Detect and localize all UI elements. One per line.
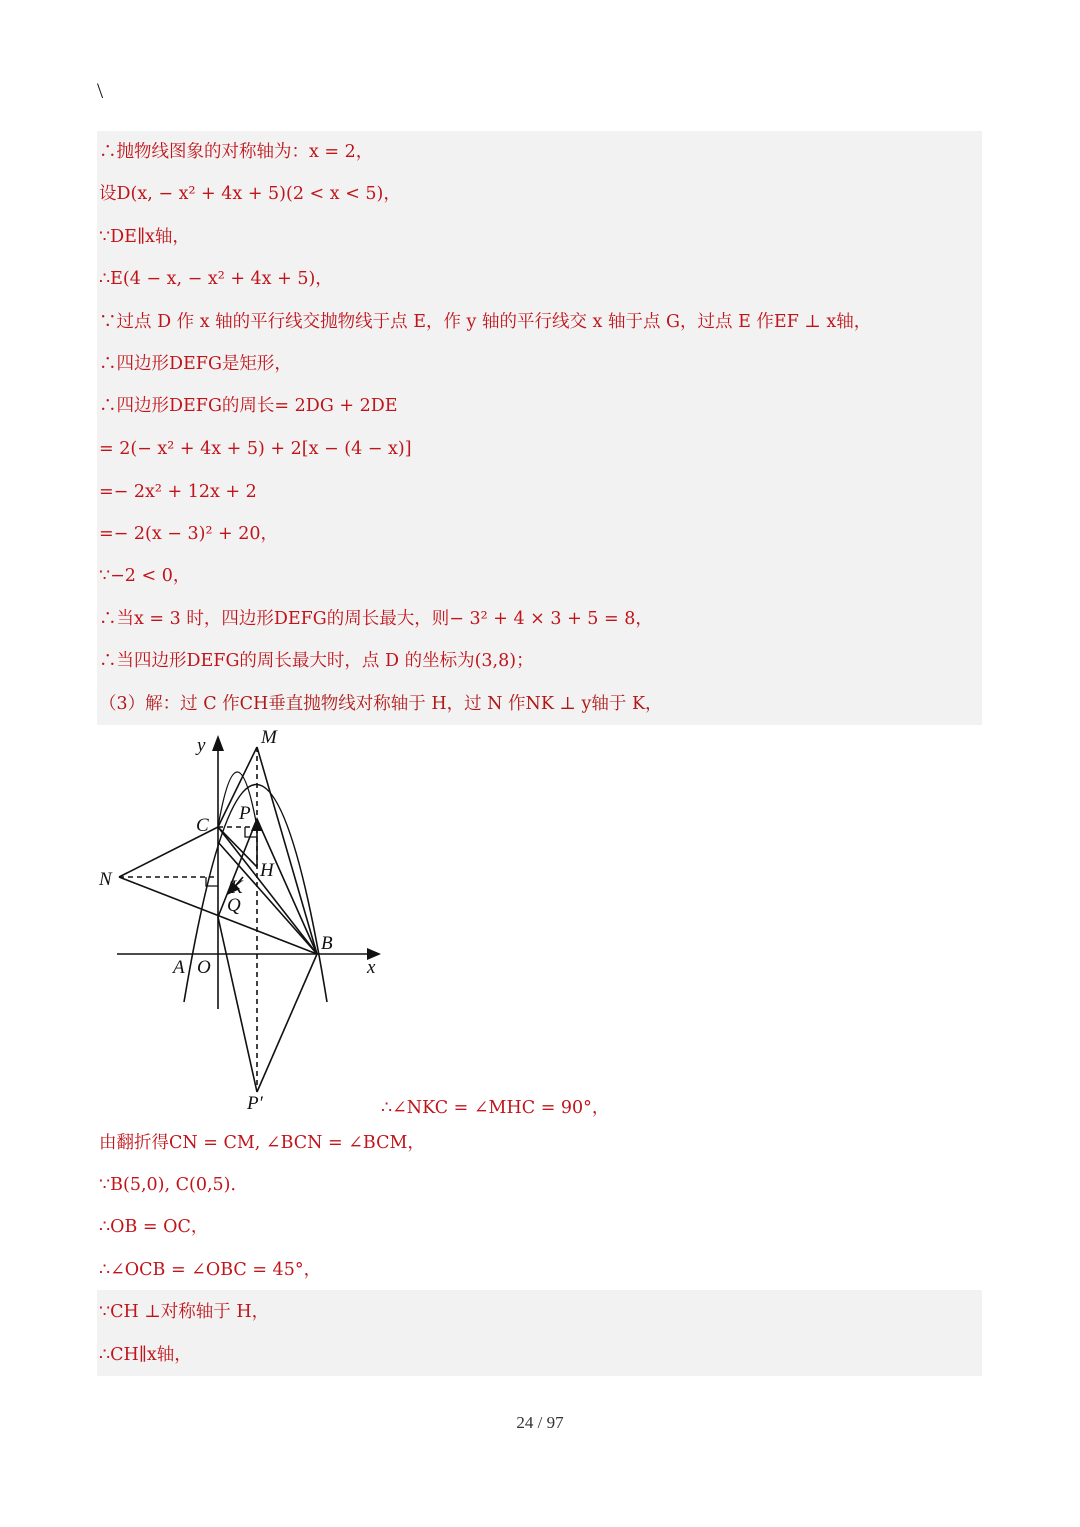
solution-line-17: ∵B(5,0), C(0,5)． <box>99 1175 248 1195</box>
label-M: M <box>261 727 277 748</box>
label-x: x <box>367 957 376 978</box>
geometry-figure <box>97 727 397 1126</box>
segment-Q-Pprime <box>218 917 257 1092</box>
solution-line-14: （3）解：过 C 作CH垂直抛物线对称轴于 H，过 N 作NK ⊥ y轴于 K， <box>99 694 663 714</box>
label-P-prime: P′ <box>247 1093 263 1114</box>
segment-MB <box>257 747 317 954</box>
solution-line-9: =− 2x² + 12x + 2 <box>99 482 257 502</box>
label-N: N <box>99 869 112 890</box>
solution-line-12: ∴当x = 3 时，四边形DEFG的周长最大，则− 3² + 4 × 3 + 5 = 8， <box>99 609 653 629</box>
page-number: 24 / 97 <box>516 1413 564 1432</box>
shaded-solution-block-1 <box>97 131 982 725</box>
solution-line-2: 设D(x, − x² + 4x + 5)(2 < x < 5)， <box>99 184 401 204</box>
label-C: C <box>196 815 209 836</box>
solution-line-10: =− 2(x − 3)² + 20， <box>99 524 279 544</box>
solution-line-18: ∴OB = OC， <box>99 1217 209 1237</box>
solution-line-4: ∴E(4 − x, − x² + 4x + 5)， <box>99 269 333 289</box>
arrow-HP-head <box>251 817 263 831</box>
solution-line-8: = 2(− x² + 4x + 5) + 2[x − (4 − x)] <box>99 439 412 459</box>
solution-line-13: ∴当四边形DEFG的周长最大时，点 D 的坐标为(3,8)； <box>99 651 534 671</box>
y-axis-arrow <box>212 735 224 751</box>
solution-line-5: ∵过点 D 作 x 轴的平行线交抛物线于点 E，作 y 轴的平行线交 x 轴于点 G，过点 E 作EF ⊥ x轴， <box>99 312 872 332</box>
solution-line-7: ∴四边形DEFG的周长= 2DG + 2DE <box>99 396 398 416</box>
label-O: O <box>197 957 211 978</box>
solution-line-20: ∵CH ⊥对称轴于 H， <box>99 1302 270 1322</box>
solution-line-15: ∴∠NKC = ∠MHC = 90°， <box>381 1098 610 1118</box>
solution-line-19: ∴∠OCB = ∠OBC = 45°， <box>99 1260 322 1280</box>
solution-line-1: ∴抛物线图象的对称轴为：x = 2， <box>99 142 374 162</box>
parabola-diagram <box>97 727 397 1122</box>
solution-line-16: 由翻折得CN = CM, ∠BCN = ∠BCM， <box>99 1133 425 1153</box>
solution-line-6: ∴四边形DEFG是矩形， <box>99 354 292 374</box>
label-y: y <box>197 735 206 756</box>
label-H: H <box>260 860 274 881</box>
solution-line-11: ∵−2 < 0， <box>99 566 191 586</box>
label-B: B <box>321 933 333 954</box>
label-Q: Q <box>227 895 241 916</box>
segment-Pprime-B <box>257 954 317 1092</box>
label-A: A <box>173 957 185 978</box>
solution-line-21: ∴CH∥x轴， <box>99 1345 192 1365</box>
solution-line-3: ∵DE∥x轴， <box>99 227 190 247</box>
label-K: K <box>230 877 243 898</box>
label-P: P <box>239 803 251 824</box>
stray-backslash: \ <box>97 78 104 103</box>
segment-CM <box>218 747 257 827</box>
